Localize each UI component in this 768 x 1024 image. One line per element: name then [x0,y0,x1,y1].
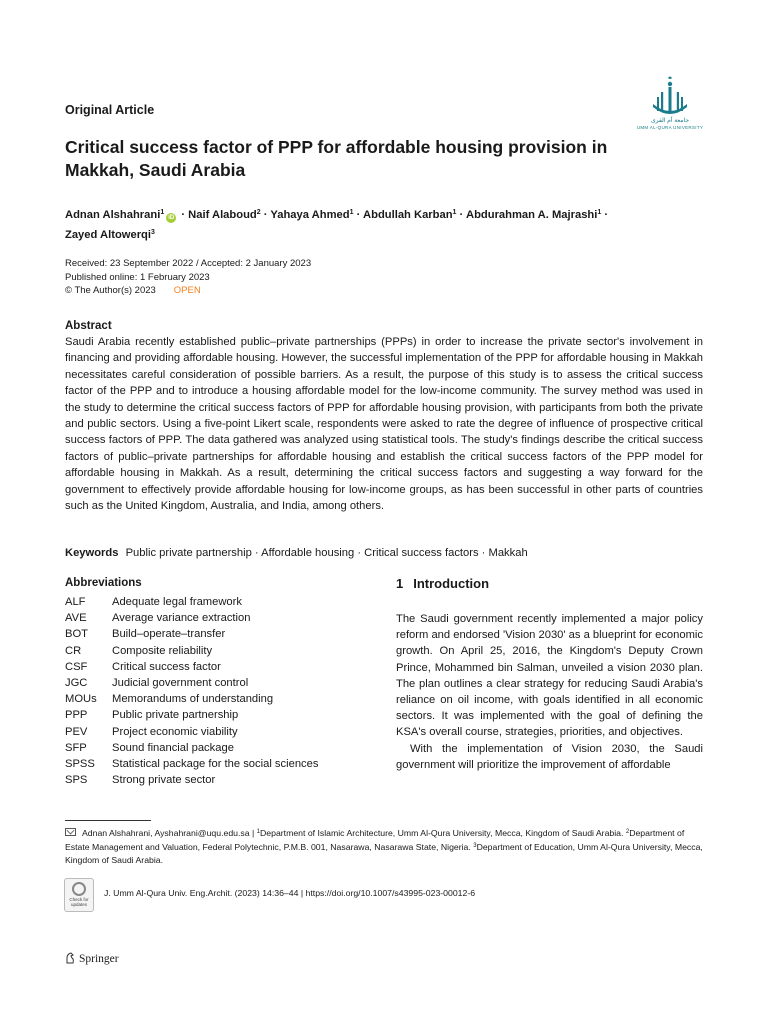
published-date: Published online: 1 February 2023 [65,271,210,283]
springer-horse-icon [65,952,76,964]
affiliations-footnote: Adnan Alshahrani, Ayshahrani@uqu.edu.sa | $^1$Department of Islamic Architecture, Umm Al-Qura University, Mecca, Kingdom of Saudi Arabia. $^2$Department of Estate Management and Valuation, Federal Polytechnic, P.M.B. 001, Nasarawa, Nasarawa State, Nigeria. $^3$Department of Education, Umm Al-Qura University, Mecca, Kingdom of Saudi Arabia. [65,828,703,865]
author-name[interactable]: Adnan Alshahrani [65,209,161,221]
author-name[interactable]: Naif Alaboud [188,209,257,221]
abbreviation-row: ALF Adequate legal framework [65,596,242,608]
abbreviation-row: SPS Strong private sector [65,774,216,787]
abbreviation-row: BOT Build–operate–transfer [65,628,226,641]
copyright: © The Author(s) 2023 [65,285,156,296]
corresponding-author[interactable]: Adnan Alshahrani, Ayshahrani@uqu.edu.sa [82,828,250,838]
abbreviation-row: PEV Project economic viability [65,725,238,738]
introduction-paragraph: With the implementation of Vision 2030, the Saudi government will prioritize the improvement of affordable [396,742,703,771]
abbreviations-heading: Abbreviations [65,577,142,589]
open-access-badge: OPEN [173,285,201,296]
received-accepted-date: Received: 23 September 2022 / Accepted: 2 January 2023 [65,258,312,269]
author-name[interactable]: Zayed Altowerqi [65,229,151,241]
abbreviations-list [65,594,375,788]
abbreviation-row: CR Composite reliability [65,644,213,657]
abbreviation-row: MOUs Memorandums of understanding [65,693,274,706]
abbreviation-row: SPSS Statistical package for the social sciences [65,757,319,770]
author-name[interactable]: Abdurahman A. Majrashi [465,209,598,221]
footnote-divider [65,820,151,821]
keywords [65,545,705,561]
check-updates-icon [72,882,86,896]
article-type: Original Article [65,103,155,117]
journal-reference: J. Umm Al-Qura Univ. Eng.Archit. (2023) 14:36–44 [104,888,299,898]
author-list: Adnan Alshahrani$^1$iD · Naif Alaboud$^2$ · Yahaya Ahmed$^1$ · Abdullah Karban$^1$ · Abdurahman A. Majrashi$^1$ · Zayed Altowerqi$^3$ [65,209,609,241]
introduction-body [396,611,703,773]
orcid-icon[interactable]: iD [168,215,175,221]
abbreviation-row: JGC Judicial government control [65,676,249,689]
keywords-list: Public private partnership · Affordable housing · Critical success factors · Makkah [125,547,528,559]
article-title: Critical success factor of PPP for affordable housing provision in Makkah, Saudi Arabia [65,137,608,180]
abbreviation-row: SFP Sound financial package [65,741,234,754]
logo-english-text: UMM AL-QURA UNIVERSITY [636,125,704,130]
keywords-label: Keywords [65,547,119,559]
abbreviation-row: PPP Public private partnership [65,709,239,722]
author-name[interactable]: Yahaya Ahmed [270,209,350,221]
introduction-paragraph: The Saudi government recently implemented a major policy reform and endorsed 'Vision 2030' as a blueprint for economic growth. On April 25, 2016, the Kingdom's Deputy Crown Prince, Mohammed bin Salman, unveiled a vision 2030 plan. The plan outlines a clear strategy for reducing Saudi Arabia's reliance on oil income, with goals identified in all economic sectors. It was implemented with the goal of defining the KSA's overall course, strategies, priorities, and objectives. [396,613,703,739]
check-for-updates-badge[interactable]: Check for updates [64,878,94,912]
article-dates [65,257,311,298]
publisher-logo: Springer [65,952,119,965]
introduction-heading: 1 Introduction [396,576,490,591]
author-name[interactable]: Abdullah Karban [363,209,453,221]
abstract-heading: Abstract [65,320,112,332]
abbreviation-row: AVE Average variance extraction [65,612,251,625]
citation-line: J. Umm Al-Qura Univ. Eng.Archit. (2023) 14:36–44 | https://doi.org/10.1007/s43995-023-00012-6 [104,888,476,898]
logo-arabic-text: جامعة أم القرى [650,118,690,124]
doi-link[interactable]: https://doi.org/10.1007/s43995-023-00012-6 [305,888,476,898]
abbreviation-row: CSF Critical success factor [65,660,221,673]
mail-icon [65,828,76,836]
abstract-text: Saudi Arabia recently established public–private partnerships (PPPs) in order to increase the private sector's involvement in financing and providing affordable housing. However, the successful implementation of the PPP for affordable housing in Makkah necessitates careful consideration of possible barriers. As a result, the purpose of this study is to assess the critical success factor of the PPP and to introduce a housing affordable model for the low-income community. The survey method was used in the study to determine the critical success factors of PPP for affordable housing provision, with participants from both the private and public sectors. Using a five-point Likert scale, respondents were asked to rate the degree of influence of prospective critical success factors of PPP. The data gathered was analyzed using statistical tools. The study's findings describe the critical success factors of public–private partnerships for affordable housing and establish the critical success factors of the PPP model for affordable housing in Makkah. As a result, determining the critical success factors and suggesting a way forward for the government to effectively provide affordable housing for low-income groups, as has been successful in other parts of countries such as the United Kingdom, Australia, and India, among others. [65,336,703,513]
